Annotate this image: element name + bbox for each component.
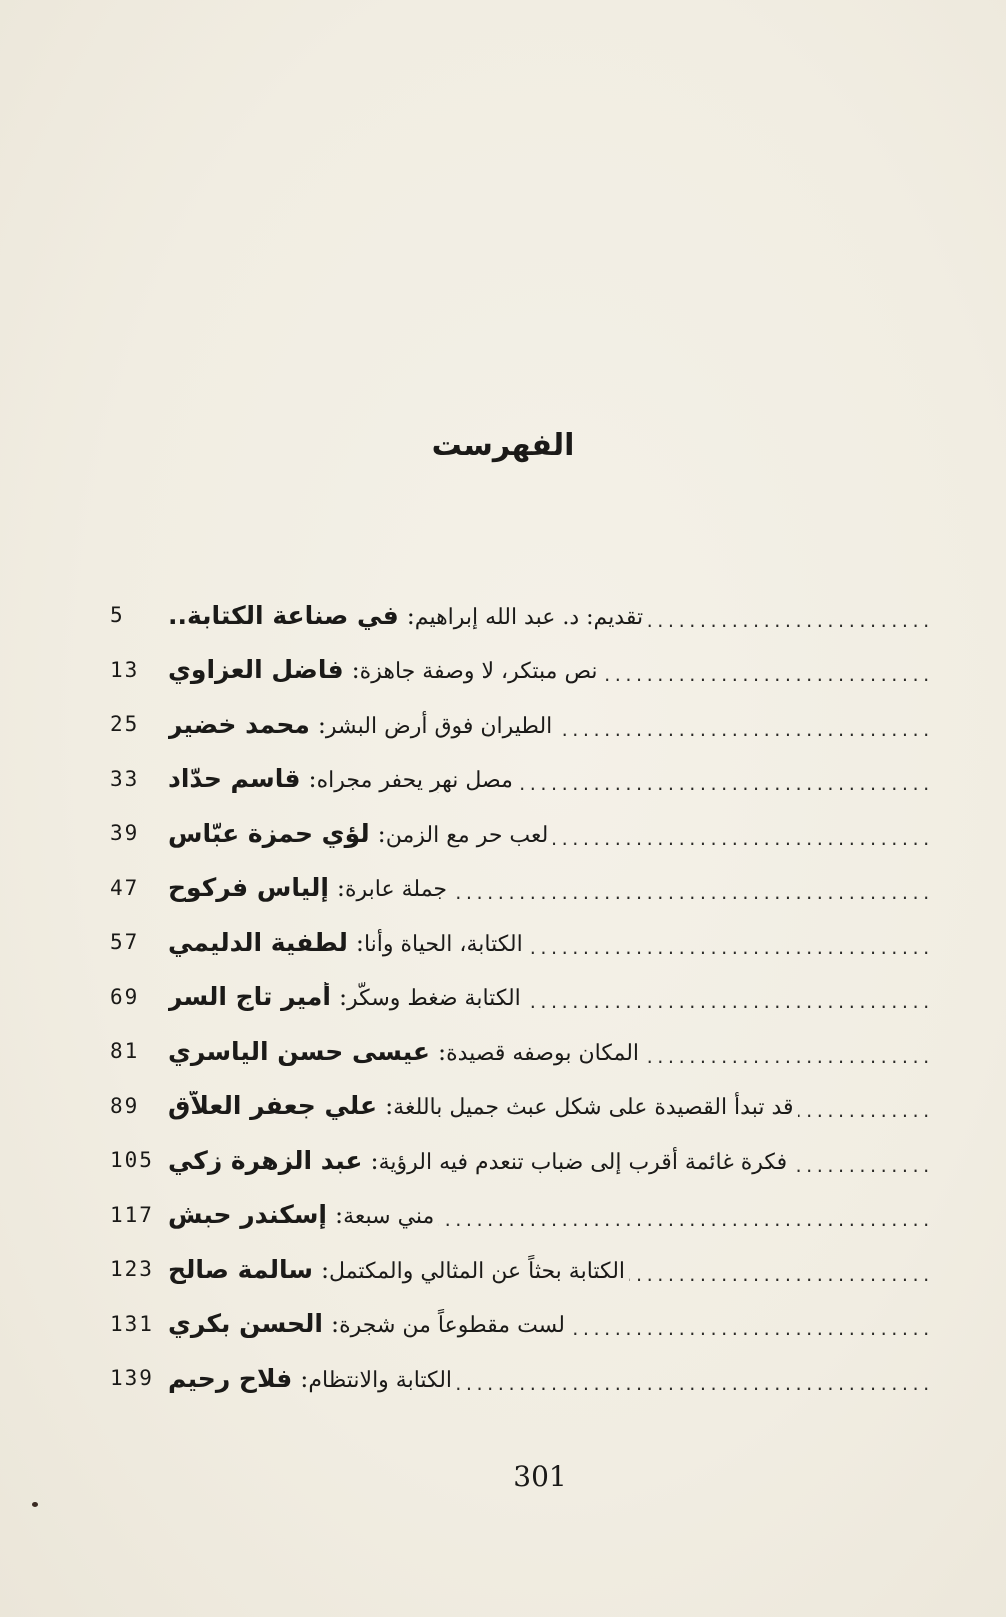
toc-separator: : bbox=[331, 1310, 340, 1339]
toc-author: فاضل العزاوي bbox=[168, 655, 344, 685]
toc-page-number: 57 bbox=[110, 930, 140, 955]
toc-row bbox=[110, 643, 962, 698]
toc-work-title: الطيران فوق أرض البشر bbox=[325, 713, 553, 739]
toc-page-number: 81 bbox=[110, 1039, 140, 1064]
toc-dot-leader bbox=[525, 993, 932, 1011]
toc-dot-leader bbox=[552, 830, 932, 848]
toc-entry bbox=[168, 1364, 962, 1393]
toc-entry bbox=[168, 764, 962, 793]
toc-author: إلياس فركوح bbox=[168, 873, 329, 903]
toc-work-title: الكتابة والانتظام bbox=[308, 1367, 453, 1393]
toc-separator: : bbox=[355, 928, 364, 957]
toc-page-number: 117 bbox=[110, 1202, 154, 1227]
toc-row bbox=[110, 970, 962, 1025]
toc-dot-leader bbox=[643, 1048, 932, 1066]
toc-entry bbox=[168, 710, 962, 739]
toc-author: في صناعة الكتابة.. bbox=[168, 600, 399, 630]
toc-row bbox=[110, 588, 962, 643]
toc-dot-leader bbox=[569, 1320, 932, 1338]
toc-page-number: 13 bbox=[110, 657, 140, 682]
toc-separator: : bbox=[338, 983, 348, 1012]
toc-dot-leader bbox=[791, 1157, 932, 1175]
toc-separator: : bbox=[370, 1146, 379, 1175]
toc-row bbox=[110, 1297, 962, 1352]
toc-dot-leader bbox=[438, 1211, 932, 1229]
toc-author: لطفية الدليمي bbox=[168, 927, 348, 957]
toc-author: عبد الزهرة زكي bbox=[168, 1145, 363, 1175]
toc-work-title: جملة عابرة bbox=[345, 877, 448, 903]
toc-dot-leader bbox=[451, 884, 932, 902]
toc-dot-leader bbox=[527, 939, 932, 957]
toc-page-number: 33 bbox=[110, 766, 140, 791]
toc-dot-leader bbox=[602, 666, 932, 684]
page-number-folio: 301 bbox=[513, 1460, 567, 1493]
toc-work-title: الكتابة، الحياة وأنا bbox=[363, 931, 523, 957]
toc-page-number: 123 bbox=[110, 1257, 154, 1282]
toc-work-title: قد تبدأ القصيدة على شكل عبث جميل باللغة bbox=[393, 1095, 794, 1121]
toc-separator: : bbox=[377, 819, 386, 848]
toc-entry bbox=[168, 928, 962, 957]
toc-dot-leader bbox=[456, 1375, 932, 1393]
toc-page-number: 39 bbox=[110, 821, 140, 846]
toc-work-title: الكتابة ضغط وسكّر bbox=[347, 986, 521, 1012]
toc-separator: : bbox=[335, 1201, 344, 1230]
toc-separator: : bbox=[385, 1092, 394, 1121]
toc-entry bbox=[168, 1091, 962, 1120]
toc-row bbox=[110, 861, 962, 916]
toc-work-title: مني سبعة bbox=[343, 1204, 435, 1230]
toc-author: علي جعفر العلاّق bbox=[168, 1091, 378, 1121]
toc-entry bbox=[168, 1146, 962, 1175]
toc-entry bbox=[168, 873, 962, 902]
toc-separator: : bbox=[300, 1364, 309, 1393]
toc-separator: : bbox=[406, 601, 415, 630]
toc-row bbox=[110, 1351, 962, 1406]
toc-separator: : bbox=[320, 1255, 330, 1284]
toc-entry bbox=[168, 655, 962, 684]
toc-page-number: 131 bbox=[110, 1311, 154, 1336]
toc-dot-leader bbox=[647, 612, 932, 630]
toc-separator: : bbox=[351, 656, 360, 685]
toc-work-title: الكتابة بحثاً عن المثالي والمكتمل bbox=[329, 1258, 626, 1284]
toc-separator: : bbox=[308, 765, 317, 794]
toc-author: الحسن بكري bbox=[168, 1309, 324, 1339]
toc-author: فلاح رحيم bbox=[168, 1363, 293, 1393]
toc-page-number: 105 bbox=[110, 1148, 154, 1173]
toc-row bbox=[110, 752, 962, 807]
toc-row bbox=[110, 1133, 962, 1188]
toc-entry bbox=[168, 1309, 962, 1338]
table-of-contents bbox=[110, 588, 962, 1406]
toc-entry bbox=[168, 601, 962, 630]
toc-work-title: تقديم: د. عبد الله إبراهيم bbox=[414, 604, 644, 630]
toc-work-title: فكرة غائمة أقرب إلى ضباب تنعدم فيه الرؤية bbox=[378, 1149, 788, 1175]
toc-row bbox=[110, 1242, 962, 1297]
toc-work-title: مصل نهرٍ يحفر مجراه bbox=[316, 768, 513, 794]
toc-work-title: نص مبتكر، لا وصفة جاهزة bbox=[359, 659, 598, 685]
toc-dot-leader bbox=[629, 1266, 932, 1284]
page-title: الفهرست bbox=[431, 428, 575, 463]
toc-entry bbox=[168, 1255, 962, 1284]
toc-page-number: 89 bbox=[110, 1093, 140, 1118]
toc-author: محمد خضير bbox=[168, 709, 310, 739]
toc-page-number: 139 bbox=[110, 1366, 154, 1391]
toc-row bbox=[110, 915, 962, 970]
toc-work-title: المكان بوصفه قصيدة bbox=[446, 1040, 640, 1066]
toc-dot-leader bbox=[798, 1102, 932, 1120]
toc-work-title: لست مقطوعاً من شجرة bbox=[339, 1313, 566, 1339]
toc-separator: : bbox=[437, 1037, 447, 1066]
toc-dot-leader bbox=[556, 721, 932, 739]
toc-entry bbox=[168, 982, 962, 1011]
toc-author: إسكندر حبش bbox=[168, 1200, 327, 1230]
toc-entry bbox=[168, 1200, 962, 1229]
toc-row bbox=[110, 806, 962, 861]
toc-row bbox=[110, 1024, 962, 1079]
paper-speck bbox=[32, 1502, 38, 1507]
toc-separator: : bbox=[317, 710, 326, 739]
toc-separator: : bbox=[336, 874, 345, 903]
toc-author: لؤي حمزة عبّاس bbox=[168, 818, 370, 848]
toc-page-number: 5 bbox=[110, 603, 125, 628]
toc-author: عيسى حسن الياسري bbox=[168, 1036, 430, 1066]
toc-row bbox=[110, 1079, 962, 1134]
toc-author: أمير تاج السر bbox=[168, 982, 331, 1012]
toc-row bbox=[110, 697, 962, 752]
toc-page-number: 25 bbox=[110, 712, 140, 737]
toc-page-number: 69 bbox=[110, 984, 140, 1009]
toc-dot-leader bbox=[517, 775, 932, 793]
toc-page-number: 47 bbox=[110, 875, 140, 900]
toc-entry bbox=[168, 819, 962, 848]
toc-row bbox=[110, 1188, 962, 1243]
toc-work-title: لعب حر مع الزمن bbox=[385, 822, 549, 848]
toc-author: قاسم حدّاد bbox=[168, 764, 301, 794]
toc-entry bbox=[168, 1037, 962, 1066]
toc-author: سالمة صالح bbox=[168, 1254, 313, 1284]
